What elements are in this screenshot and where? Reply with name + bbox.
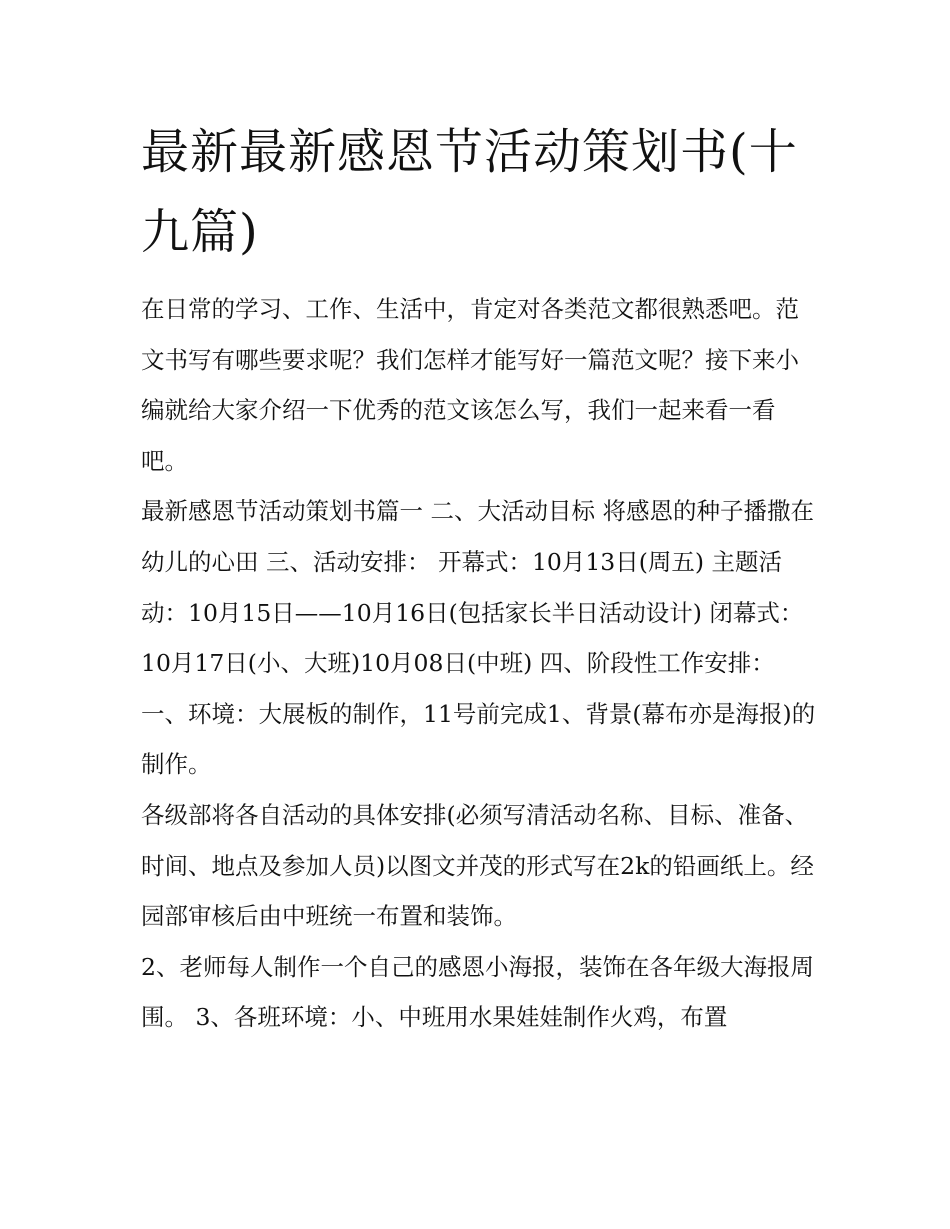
document-body	[141, 112, 817, 1043]
poster-paragraph: 2、老师每人制作一个自己的感恩小海报，装饰在各年级大海报周围。 3、各班环境：小、中班用水果娃娃制作火鸡，布置	[141, 952, 814, 1032]
title-block	[141, 112, 817, 272]
arrangement-paragraph: 各级部将各自活动的具体安排(必须写清活动名称、目标、准备、时间、地点及参加人员)以图文并茂的形式写在2k的铅画纸上。经园部审核后由中班统一布置和装饰。	[141, 800, 814, 931]
plan-overview-paragraph: 最新感恩节活动策划书篇一 二、大活动目标 将感恩的种子播撒在幼儿的心田 三、活动安排： 开幕式：10月13日(周五) 主题活动：10月15日——10月16日(包括家长半日活动设计) 闭幕式：10月17日(小、大班)10月08日(中班) 四、阶段性工作安排：	[141, 497, 814, 678]
intro-paragraph: 在日常的学习、工作、生活中，肯定对各类范文都很熟悉吧。范文书写有哪些要求呢？我们怎样才能写好一篇范文呢？接下来小编就给大家介绍一下优秀的范文该怎么写，我们一起来看一看吧。	[141, 295, 799, 475]
document-title: 最新最新感恩节活动策划书(十九篇)	[141, 124, 798, 260]
environment-paragraph: 一、环境：大展板的制作，11号前完成1、背景(幕布亦是海报)的制作。	[141, 699, 816, 779]
